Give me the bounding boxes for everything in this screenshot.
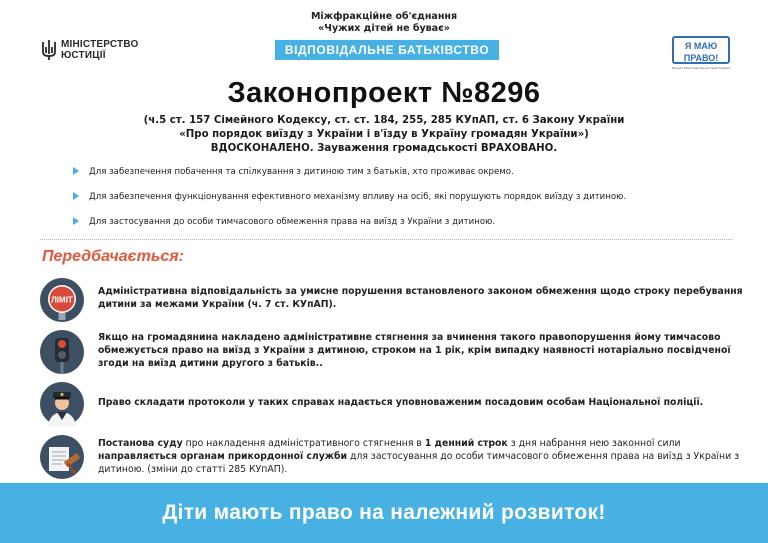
provision-text-bold: направляється органам прикордонної служби xyxy=(98,451,348,462)
subtitle-line-2: «Про порядок виїзду з України і в'їзду в Україну громадян України») xyxy=(179,129,589,140)
right-logo-line-2: ПРАВО! xyxy=(683,53,719,63)
faction-line-2: «Чужих дітей не буває» xyxy=(318,23,450,34)
responsible-parenting-banner: ВІДПОВІДАЛЬНЕ БАТЬКІВСТВО xyxy=(275,40,499,60)
faction-line-1: Міжфракційне об'єднання xyxy=(310,11,458,22)
traffic-light-icon xyxy=(40,330,84,374)
divider xyxy=(40,239,733,240)
provision-text: про накладення адміністративного стягнення в xyxy=(182,438,425,449)
provision-text: Право складати протоколи у таких справах надається уповноваженим посадовим особам Національної поліції. xyxy=(98,397,704,408)
provision-text: Якщо на громадянина накладено адміністративне стягнення за вчинення такого правопорушення йому тимчасово обмежується право на виїзд з України з дитиною, строком на 1 рік, крім випадку наявності нотаріально посвідченої згоди на виїзд дитини другого з батьків.. xyxy=(98,332,731,369)
ministry-logo xyxy=(41,38,151,64)
subtitle-line-1: (ч.5 ст. 157 Сімейного Кодексу, ст. ст. 184, 255, 285 КУпАП, ст. 6 Закону України xyxy=(143,115,625,126)
subtitle-line-3: ВДОСКОНАЛЕНО. Зауваження громадськості ВРАХОВАНО. xyxy=(210,143,558,154)
police-officer-icon xyxy=(40,382,84,426)
provision-text: Адміністративна відповідальність за умисне порушення встановленого законом обмеження щодо строку перебування дитини за межами України (ч. 7 ст. КУпАП). xyxy=(98,286,743,310)
goal-item xyxy=(73,189,626,205)
goal-item xyxy=(73,214,495,230)
subtitle xyxy=(0,114,768,156)
provision-text-bold: Постанова суду xyxy=(98,438,183,449)
right-logo-caption: Проект Міністерства юстиції України xyxy=(672,66,731,70)
provision-text: з дня набрання нею законної сили xyxy=(507,438,681,449)
goal-text: Для забезпечення побачення та спілкування з дитиною тим з батьків, хто проживає окремо. xyxy=(89,167,514,177)
ministry-line-2: ЮСТИЦІЇ xyxy=(61,50,106,61)
ministry-line-1: МІНІСТЕРСТВО xyxy=(61,39,139,50)
provision-item xyxy=(98,396,743,409)
footer-banner: Діти мають право на належний розвиток! xyxy=(0,483,768,543)
triangle-bullet-icon xyxy=(73,167,79,175)
provision-item xyxy=(98,331,743,370)
section-title: Передбачається: xyxy=(42,248,184,265)
limit-sign-icon xyxy=(40,278,84,322)
right-logo-line-1: Я МАЮ xyxy=(684,41,718,51)
goal-text: Для забезпечення функціонування ефективного механізму впливу на осіб, які порушують порядок виїзду з дитиною. xyxy=(89,192,627,202)
provision-item xyxy=(98,437,743,476)
court-document-icon xyxy=(40,435,84,479)
limit-sign-label: ЛІМІТ xyxy=(51,295,73,305)
i-have-right-logo xyxy=(672,36,734,72)
goal-text: Для застосування до особи тимчасового обмеження права на виїзд з України з дитиною. xyxy=(89,217,496,227)
faction-name xyxy=(0,11,768,35)
triangle-bullet-icon xyxy=(73,217,79,225)
provision-item xyxy=(98,285,743,311)
goal-item xyxy=(73,164,514,180)
triangle-bullet-icon xyxy=(73,192,79,200)
provision-text-bold: 1 денний строк xyxy=(424,438,508,449)
provision-text: для застосування до особи тимчасового обмеження права на виїзд з України з дитиною. (зміни до статті 285 КУпАП). xyxy=(98,451,740,475)
page-title: Законопроект №8296 xyxy=(227,77,541,109)
trident-icon xyxy=(41,39,57,61)
